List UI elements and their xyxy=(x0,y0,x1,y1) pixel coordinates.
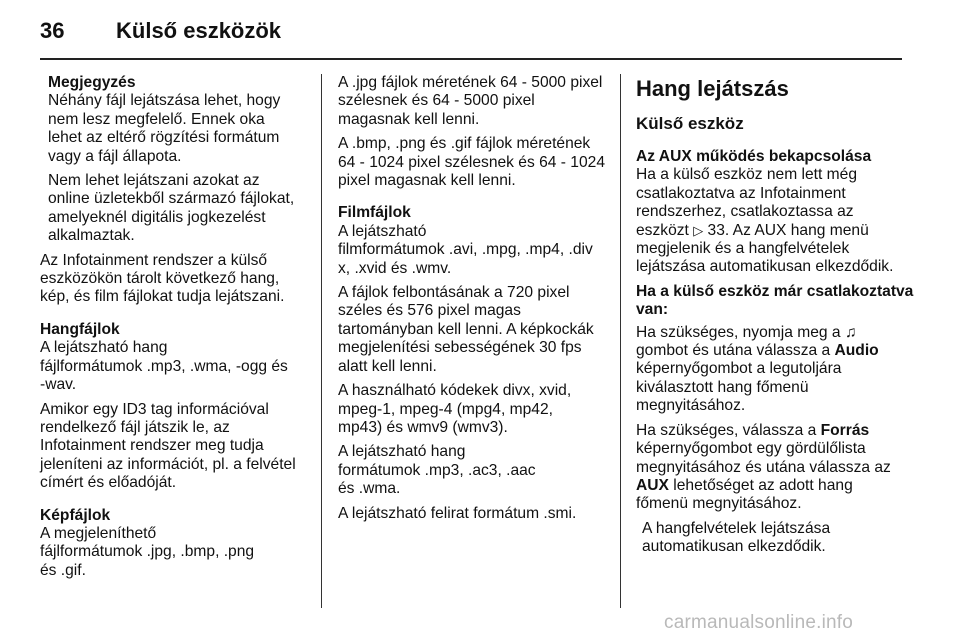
resolution-paragraph: A fájlok felbontásának a 720 pixel széles és 576 pixel magas tartományban kell lenni. A képkockák megjelenítési sebességének 30 fps alatt kell lenni. xyxy=(338,284,594,375)
audio-button-paragraph: Ha szükséges, nyomja meg a ♫ gombot és utána válassza a Audio képernyőgombot a legutoljára kiválasztott hang főmenü megnyitásához. xyxy=(636,323,879,415)
intro-paragraph: Az Infotainment rendszer a külső eszközökön tárolt következő hang, kép, és film fájlokat tudja lejátszani. xyxy=(40,251,285,306)
audio-formats-paragraph: A lejátszható hang fájlformátumok .mp3, .wma, -ogg és -wav. xyxy=(40,339,288,394)
page-number: 36 xyxy=(40,18,65,43)
jpg-size-paragraph: A .jpg fájlok méretének 64 - 5000 pixel szélesnek és 64 - 5000 pixel magasnak kell lenni. xyxy=(338,74,603,128)
column-3 xyxy=(636,74,914,563)
image-formats-paragraph: A megjeleníthető fájlformátumok .jpg, .bmp, .png és .gif. xyxy=(40,524,255,579)
image-files-heading: Képfájlok xyxy=(40,506,111,524)
audio-format-paragraph: A lejátszható hang formátumok .mp3, .ac3, .aac és .wma. xyxy=(338,443,536,498)
page-title: Külső eszközök xyxy=(116,18,282,43)
movie-files-heading: Filmfájlok xyxy=(338,204,411,222)
movie-formats-paragraph: A lejátszható filmformátumok .avi, .mpg, .mp4, .div x, .xvid és .wmv. xyxy=(338,222,593,277)
auto-play-paragraph: A hangfelvételek lejátszása automatikusan elkezdődik. xyxy=(642,519,831,556)
header-rule xyxy=(40,58,902,60)
page-header xyxy=(40,18,281,50)
aux-paragraph: Ha a külső eszköz nem lett még csatlakoztatva az Infotainment rendszerhez, csatlakoztassa az eszközt ▷ 33. Az AUX hang menü megjelenik és a hangfelvételek lejátszása automatikusan elkezdődik. xyxy=(636,166,894,276)
column-divider-2 xyxy=(620,74,621,608)
section-title: Hang lejátszás xyxy=(636,76,789,101)
note-paragraph-1: Néhány fájl lejátszása lehet, hogy nem lesz megfelelő. Ennek oka lehet az eltérő rögzítési formátum vagy a fájl állapota. xyxy=(48,92,281,165)
audio-label: Audio xyxy=(834,342,879,360)
watermark: carmanualsonline.info xyxy=(664,612,854,633)
column-divider-1 xyxy=(321,74,322,608)
section-subtitle: Külső eszköz xyxy=(636,114,744,133)
audio-files-heading: Hangfájlok xyxy=(40,320,120,338)
note-heading: Megjegyzés xyxy=(48,74,136,91)
source-label: Forrás xyxy=(820,421,870,439)
aux-heading: Az AUX működés bekapcsolása xyxy=(636,148,872,165)
music-note-icon: ♫ xyxy=(844,323,857,341)
note-paragraph-2: Nem lehet lejátszani azokat az online üzletekből származó fájlokat, amelyeknél digitális jogkezelést alkalmaztak. xyxy=(48,172,295,245)
column-2 xyxy=(338,74,608,529)
note-box xyxy=(40,74,306,246)
subtitle-format-paragraph: A lejátszható felirat formátum .smi. xyxy=(338,504,577,522)
page-reference-icon: ▷ xyxy=(693,222,704,238)
codec-paragraph: A használható kódekek divx, xvid, mpeg-1, mpeg-4 (mpg4, mp42, mp43) és wmv9 (wmv3). xyxy=(338,382,572,436)
source-button-paragraph: Ha szükséges, válassza a Forrás képernyőgombot egy gördülőlista megnyitásához és utána válassza az AUX lehetőséget az adott hang főmenü megnyitásához. xyxy=(636,421,891,513)
aux-label: AUX xyxy=(636,476,669,494)
id3-paragraph: Amikor egy ID3 tag információval rendelkező fájl játszik le, az Infotainment rendszer meg tudja jeleníteni az információt, pl. a felvétel címért és előadóját. xyxy=(40,400,296,492)
connected-heading: Ha a külső eszköz már csatlakoztatva van: xyxy=(636,282,914,319)
bmp-size-paragraph: A .bmp, .png és .gif fájlok méretének 64 - 1024 pixel szélesnek és 64 - 1024 pixel magasnak kell lenni. xyxy=(338,135,605,190)
column-1 xyxy=(40,74,306,586)
